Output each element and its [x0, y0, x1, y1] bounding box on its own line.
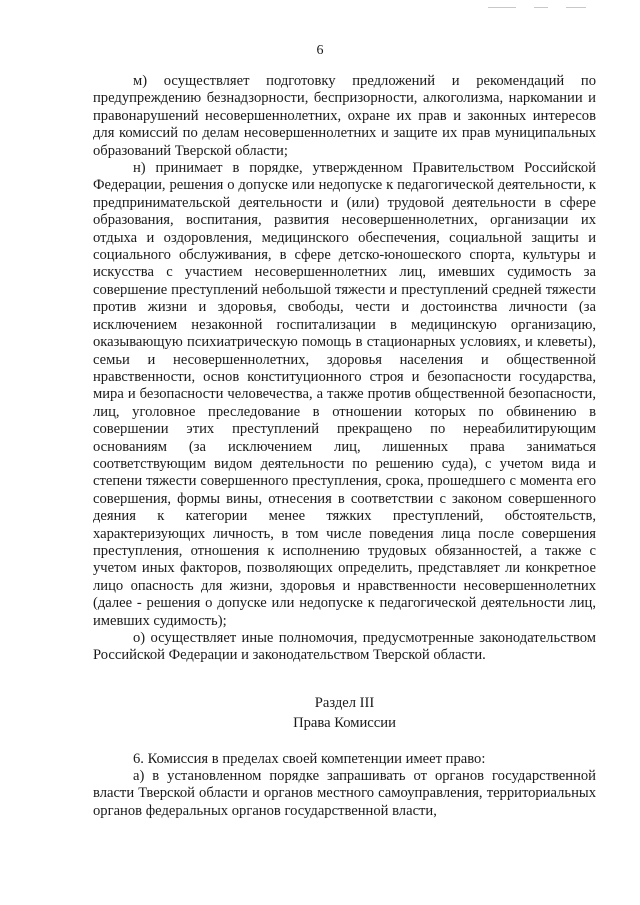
section-heading: [93, 695, 596, 733]
scan-mark: [534, 7, 548, 8]
page-number: 6: [316, 43, 324, 58]
paragraph-m: м) осуществляет подготовку предложений и рекомендаций по предупреждению безнадзорности, беспризорности, алкоголизма, наркомании и правонарушений несовершеннолетних, охране их прав и законных интересов для комиссий по делам несовершеннолетних и защите их прав муниципальных образований Тверской области;: [93, 73, 596, 159]
paragraph-6a: а) в установленном порядке запрашивать от органов государственной власти Тверской области и органов местного самоуправления, территориальных органов федеральных органов государственной власти,: [93, 768, 596, 819]
section-title: Права Комиссии: [293, 715, 396, 732]
section-number: Раздел III: [314, 694, 375, 711]
paragraph-n: н) принимает в порядке, утвержденном Правительством Российской Федерации, решения о допуске или недопуске к педагогической деятельности, к предпринимательской деятельности и (или) трудовой деятельности в сфере образования, воспитания, развития несовершеннолетних, организации их отдыха и оздоровления, медицинского обеспечения, социальной защиты и социального обслуживания, в сфере детско-юношеского спорта, культуры и искусства с участием несовершеннолетних лиц, имевших судимость за совершение преступлений небольшой тяжести и преступлений средней тяжести против жизни и здоровья, свободы, чести и достоинства личности (за исключением незаконной госпитализации в медицинскую организацию, оказывающую психиатрическую помощь в стационарных условиях, и клеветы), семьи и несовершеннолетних, здоровья населения и общественной нравственности, основ конституционного строя и безопасности государства, мира и безопасности человечества, а также против общественной безопасности, лиц, уголовное преследование в отношении которых по обвинению в совершении этих преступлений прекращено по нереабилитирующим основаниям (за исключением лиц, лишенных права заниматься соответствующим видом деятельности по решению суда), с учетом вида и степени тяжести совершенного преступления, срока, прошедшего с момента его совершения, формы вины, отнесения в соответствии с законом совершенного деяния к категории менее тяжких преступлений, обстоятельств, характеризующих личность, в том числе поведения лица после совершения преступления, отношения к исполнению трудовых обязанностей, а также с учетом иных факторов, позволяющих определить, представляет ли конкретное лицо опасность для жизни, здоровья и нравственности несовершеннолетних (далее - решения о допуске или недопуске к педагогической деятельности лиц, имевших судимость);: [93, 160, 596, 629]
paragraph-6: 6. Комиссия в пределах своей компетенции имеет право:: [133, 750, 486, 767]
paragraph-o: о) осуществляет иные полномочия, предусмотренные законодательством Российской Федерации и законодательством Тверской области.: [93, 630, 596, 664]
document-body: [93, 73, 596, 820]
scan-mark: [488, 7, 516, 8]
scan-mark: [566, 7, 586, 8]
